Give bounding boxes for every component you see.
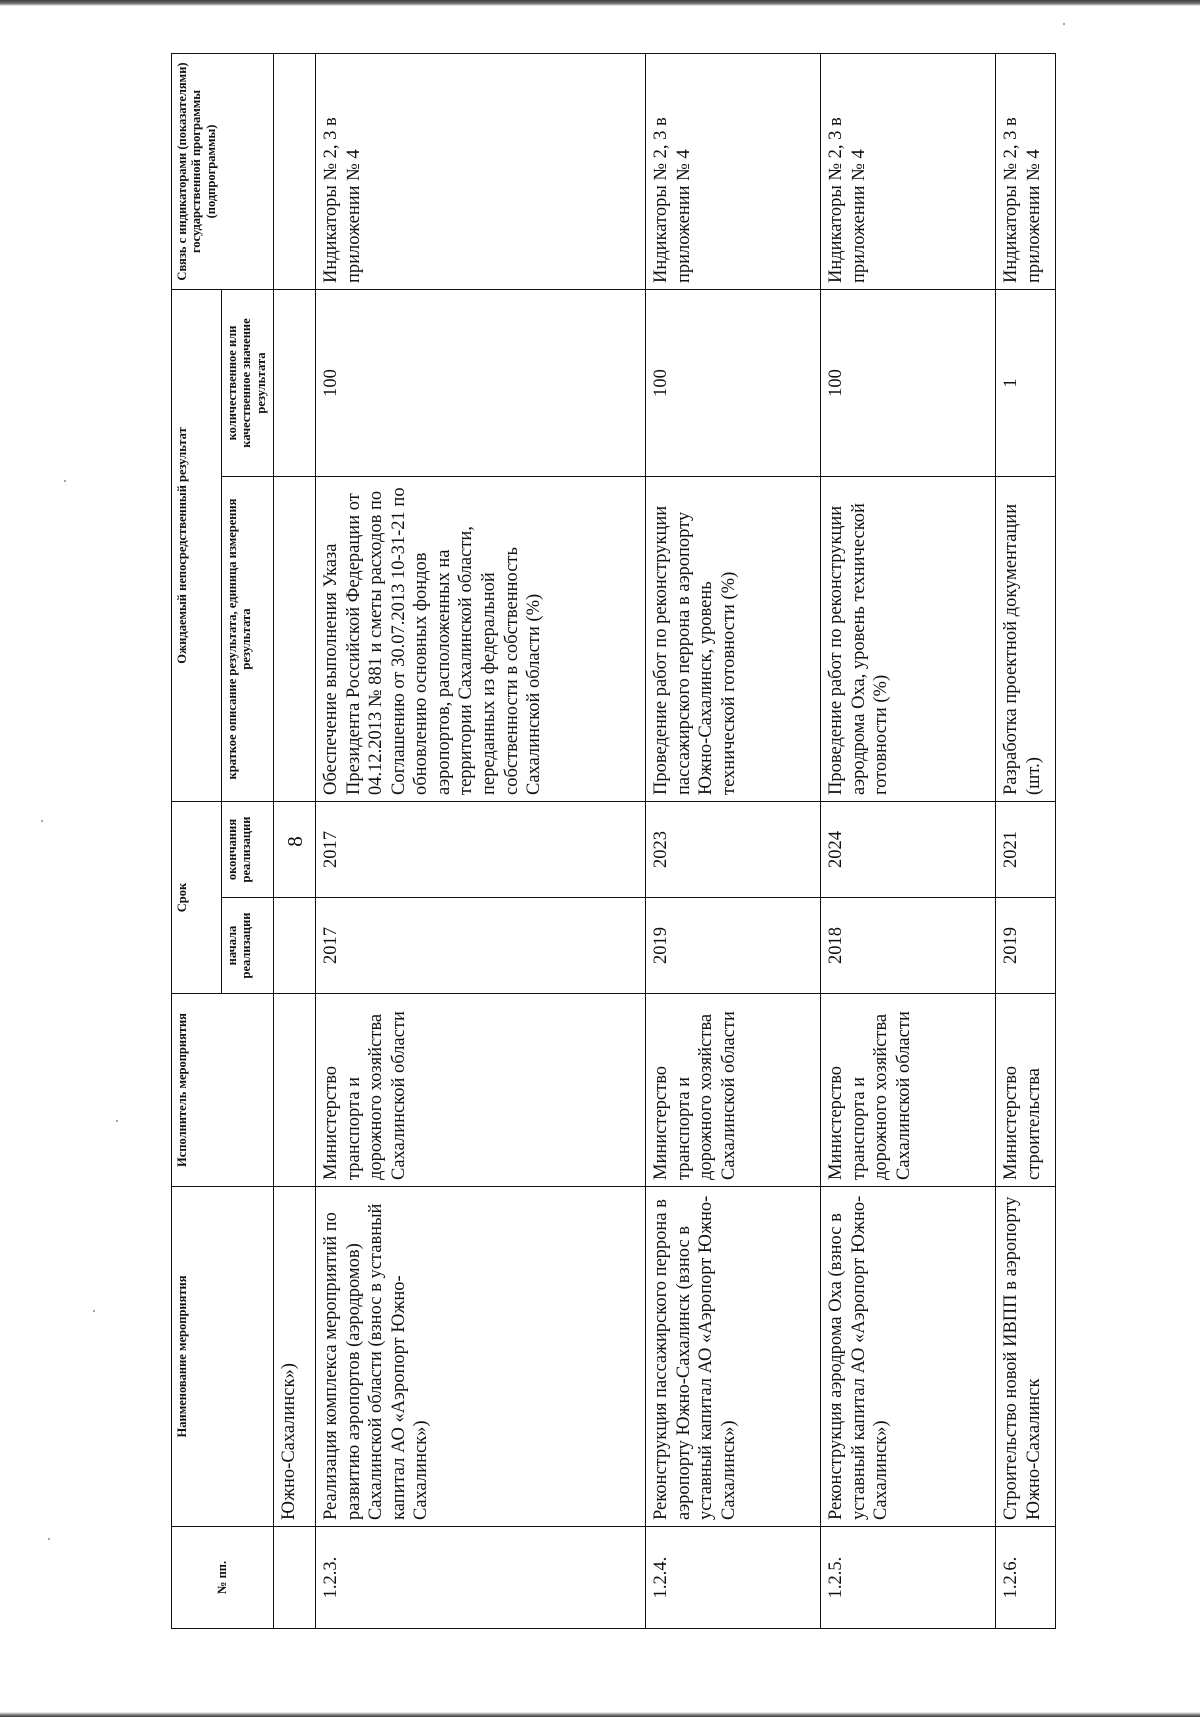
cell-end: 2021 (996, 802, 1056, 898)
cell-executor: Министерство транспорта и дорожного хозяйства Сахалинской области (821, 994, 996, 1187)
header-name: Наименование мероприятия (172, 1187, 274, 1527)
cell-result-value: 100 (821, 290, 996, 477)
cell-number: 1.2.3. (316, 1527, 646, 1629)
cell-end: 2024 (821, 802, 996, 898)
scan-edge-top (0, 0, 1200, 6)
page-number: 8 (283, 836, 307, 847)
cell-executor: Министерство транспорта и дорожного хозяйства Сахалинской области (646, 994, 821, 1187)
cell-result-description: Разработка проектной документации (шт.) (996, 477, 1056, 802)
cell-name: Реализация комплекса мероприятий по развитию аэропортов (аэродромов) Сахалинской области (взнос в уставный капитал АО «Аэропорт Южно-Сахалинск») (316, 1187, 646, 1527)
scan-speck (116, 1120, 118, 1122)
cell-end: 2023 (646, 802, 821, 898)
header-number: № пп. (172, 1527, 274, 1629)
cell-name: Реконструкция аэродрома Оха (взнос в уставный капитал АО «Аэропорт Южно-Сахалинск») (821, 1187, 996, 1527)
cell-start: 2019 (646, 898, 821, 994)
scan-speck (64, 480, 66, 482)
header-executor: Исполнитель мероприятия (172, 994, 274, 1187)
scan-speck (1063, 23, 1065, 25)
scan-speck (48, 1538, 50, 1540)
header-result-value: количественное или качественное значение результата (222, 290, 274, 477)
header-term: Срок (172, 802, 222, 994)
header-term-start: начала реализации (222, 898, 274, 994)
cell-indicators: Индикаторы № 2, 3 в приложении № 4 (821, 54, 996, 290)
cell-indicators: Индикаторы № 2, 3 в приложении № 4 (646, 54, 821, 290)
cell-start: 2019 (996, 898, 1056, 994)
header-row-1 (172, 54, 222, 1629)
cell-result-description: Проведение работ по реконструкции пассажирского перрона в аэропорту Южно-Сахалинск, уровень технической готовности (%) (646, 477, 821, 802)
header-indicators: Связь с индикаторами (показателями) государственной программы (подпрограммы) (172, 54, 274, 290)
header-result-description: краткое описание результата, единица измерения результата (222, 477, 274, 802)
cell-result-value: 100 (316, 290, 646, 477)
scan-speck (93, 1310, 95, 1312)
cell-number: 1.2.5. (821, 1527, 996, 1629)
scan-speck (41, 820, 43, 822)
cell-name: Южно-Сахалинск») (274, 1187, 316, 1527)
cell-result-value: 1 (996, 290, 1056, 477)
cell-name: Реконструкция пассажирского перрона в аэропорту Южно-Сахалинск (взнос в уставный капитал АО «Аэропорт Южно-Сахалинск») (646, 1187, 821, 1527)
cell-executor: Министерство строительства (996, 994, 1056, 1187)
cell-result-description: Обеспечение выполнения Указа Президента Российской Федерации от 04.12.2013 № 881 и сметы расходов по Соглашению от 30.07.2013 10-31-21 по обновлению основных фондов аэропортов, расположенных на территории Сахалинской области, переданных из федеральной собственности в собственность Сахалинской области (%) (316, 477, 646, 802)
cell-end: 2017 (316, 802, 646, 898)
cell-indicators: Индикаторы № 2, 3 в приложении № 4 (996, 54, 1056, 290)
cell-name: Строительство новой ИВПП в аэропорту Южно-Сахалинск (996, 1187, 1056, 1527)
cell-result-value: 100 (646, 290, 821, 477)
cell-executor: Министерство транспорта и дорожного хозяйства Сахалинской области (316, 994, 646, 1187)
header-term-end: окончания реализации (222, 802, 274, 898)
cell-number: 1.2.4. (646, 1527, 821, 1629)
cell-indicators: Индикаторы № 2, 3 в приложении № 4 (316, 54, 646, 290)
header-result: Ожидаемый непосредственный результат (172, 290, 222, 802)
cell-number: 1.2.6. (996, 1527, 1056, 1629)
cell-start: 2018 (821, 898, 996, 994)
cell-start: 2017 (316, 898, 646, 994)
scan-edge-bottom (0, 1712, 1200, 1717)
cell-result-description: Проведение работ по реконструкции аэродрома Оха, уровень технической готовности (%) (821, 477, 996, 802)
table-row (821, 54, 996, 1629)
rotated-page (171, 54, 1071, 1629)
table-row (996, 54, 1056, 1629)
table-row (646, 54, 821, 1629)
table-row (316, 54, 646, 1629)
